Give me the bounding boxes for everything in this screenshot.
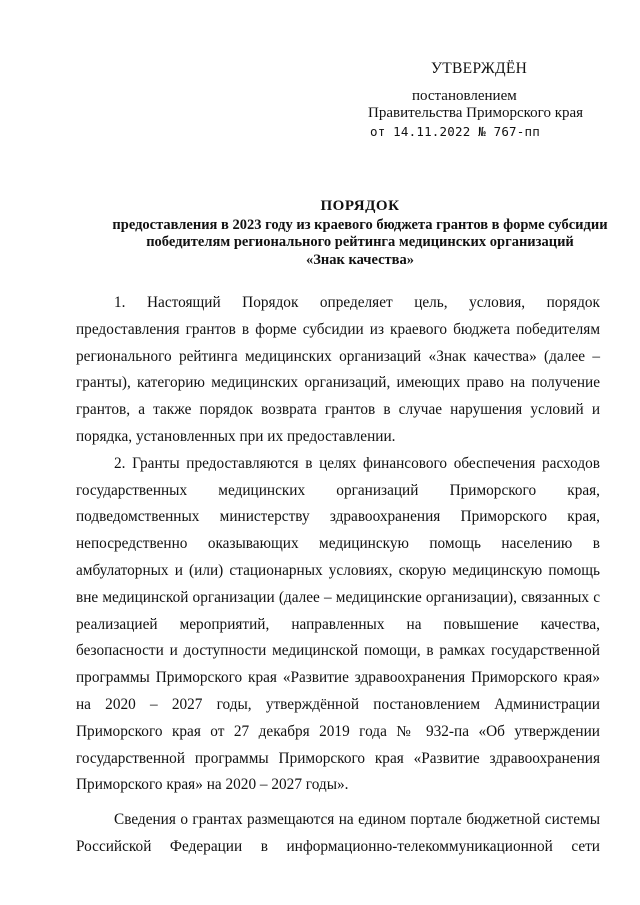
document-subtitle-line-3: «Знак качества»: [306, 251, 414, 268]
document-heading: [60, 198, 640, 269]
paragraph-2: 2. Гранты предоставляются в целях финансового обеспечения расходов государственных медицинских организаций Приморского края, подведомственных министерству здравоохранения Приморского края, непосредственно оказывающих медицинскую помощь населению в амбулаторных и (или) стационарных условиях, скорую медицинскую помощь вне медицинской организации (далее – медицинские организации), связанных с реализацией мероприятий, направленных на повышение качества, безопасности и доступности медицинской помощи, в рамках государственной программы Приморского края «Развитие здравоохранения Приморского края» на 2020 – 2027 годы, утверждённой постановлением Администрации Приморского края от 27 декабря 2019 года № 932-па «Об утверждении государственной программы Приморского края «Развитие здравоохранения Приморского края» на 2020 – 2027 годы».: [76, 454, 600, 794]
document-body: [76, 290, 600, 861]
approval-stamp: [368, 60, 608, 140]
approval-date: от 14.11.2022 № 767-пп: [370, 124, 540, 139]
document-title: ПОРЯДОК: [320, 198, 400, 214]
document-subtitle-line-2: победителям регионального рейтинга медицинских организаций: [146, 234, 574, 250]
paragraph-3: Сведения о грантах размещаются на едином портале бюджетной системы Российской Федерации в информационно-телекоммуникационной сети: [76, 811, 600, 855]
approval-line-2: Правительства Приморского края: [368, 105, 584, 121]
paragraph-1: 1. Настоящий Порядок определяет цель, условия, порядок предоставления грантов в форме субсидии из краевого бюджета победителям регионального рейтинга медицинских организаций «Знак качества» (далее – гранты), категорию медицинских организаций, имеющих право на получение грантов, а также порядок возврата грантов в случае нарушения условий и порядка, установленных при их предоставлении.: [76, 294, 600, 445]
approval-line-1: постановлением: [412, 88, 517, 104]
approval-title: УТВЕРЖДЁН: [431, 60, 528, 77]
document-subtitle-line-1: предоставления в 2023 году из краевого бюджета грантов в форме субсидии: [112, 216, 608, 233]
